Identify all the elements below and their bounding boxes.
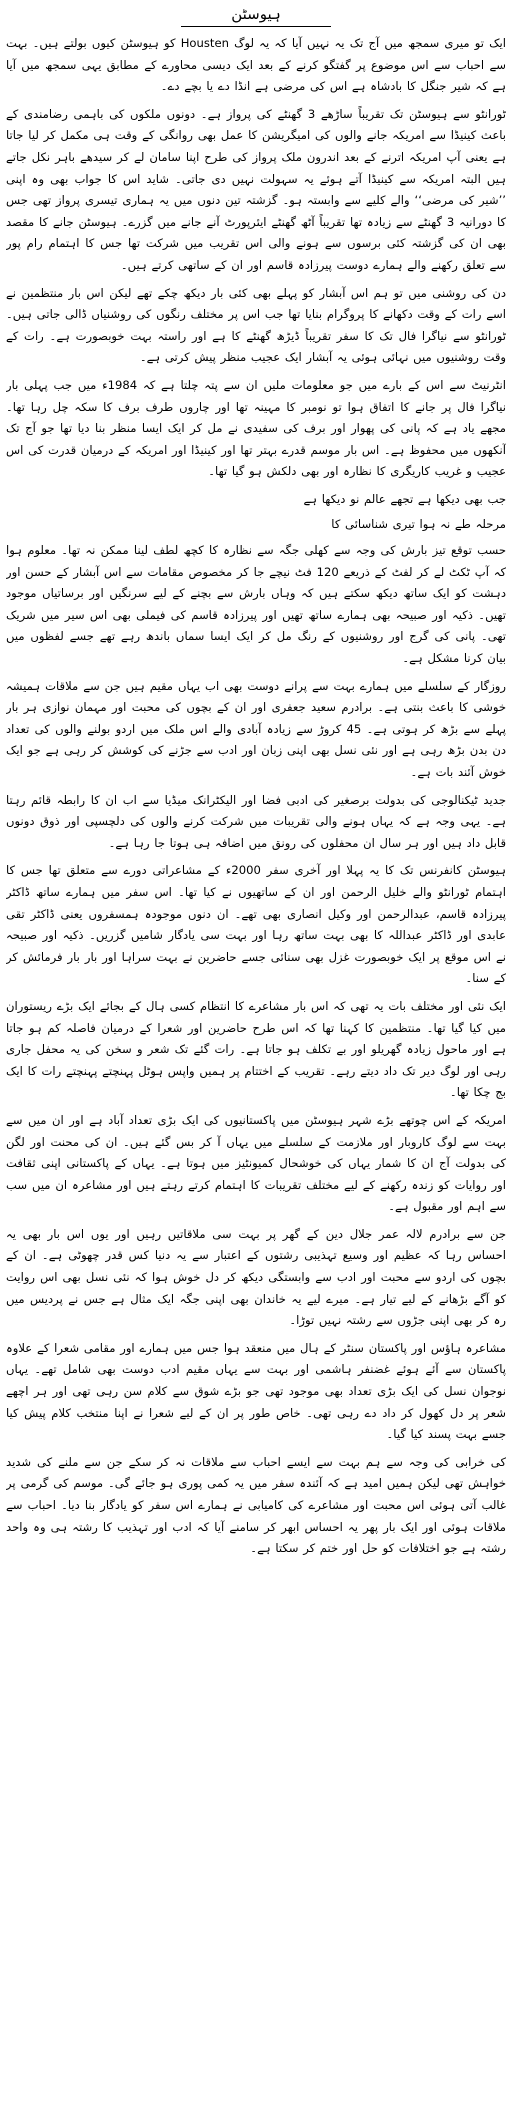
paragraph-5: حسب توقع تیز بارش کی وجہ سے کھلی جگہ سے نظارہ کا کچھ لطف لینا ممکن نہ تھا۔ معلوم ہوا کہ آپ ٹکٹ لے کر لفٹ کے ذریعے 120 فٹ نیچے جا کر مخصوص مقامات سے اس آبشار کے حسن اور دہشت کو ایک ساتھ دیکھ سکتے ہیں کہ وہاں بارش سے بچنے کے لیے سرنگیں اور برساتیاں موجود تھیں۔ ذکیہ اور صبیحہ بھی ہمارے ساتھ تھیں اور پیرزادہ قاسم کی فیملی بھی اس سیر میں شریک تھی۔ پانی کی گرج اور روشنیوں کے رنگ مل کر ایک ایسا سماں باندھ رہے تھے جسے لفظوں میں بیان کرنا مشکل ہے۔ (6, 543, 506, 666)
paragraph-4: انٹرنیٹ سے اس کے بارے میں جو معلومات ملیں ان سے پتہ چلتا ہے کہ 1984ء میں جب پہلی بار نیاگرا فال پر جانے کا اتفاق ہوا تو نومبر کا مہینہ تھا اور چاروں طرف برف کا سکہ چل رہا تھا۔ مجھے یاد ہے کہ پانی کی پھوار اور برف کی سفیدی نے مل کر ایک ایسا منظر بنا دیا تھا جو آج تک آنکھوں میں محفوظ ہے۔ اس بار موسم قدرے بہتر تھا اور کینیڈا اور امریکہ کے درمیان قدرت کی اس عجیب و غریب کاریگری کا نظارہ اور بھی دلکش ہو گیا تھا۔ (6, 377, 506, 479)
paragraph-8: ہیوسٹن کانفرنس تک کا یہ پہلا اور آخری سفر 2000ء کے مشاعراتی دورے سے متعلق تھا جس کا اہتمام ٹورانٹو والے خلیل الرحمن اور ان کے ساتھیوں نے کیا تھا۔ اس سفر میں ہمارے ساتھ ڈاکٹر پیرزادہ قاسم، عبدالرحمن اور وکیل انصاری بھی تھے۔ ان دنوں موجودہ ہمسفروں یعنی ڈاکٹر تقی عابدی اور ڈاکٹر عبداللہ کا بھی بہت ساتھ رہا اور بہت سی یادگار شامیں گزریں۔ ذکیہ اور صبیحہ نے اس موقع پر ایک خوبصورت غزل بھی سنائی جسے حاضرین نے بہت سراہا اور بار بار فرمائش کر کے سنا۔ (6, 863, 506, 986)
paragraph-13: کی خرابی کی وجہ سے ہم بہت سے ایسے احباب سے ملاقات نہ کر سکے جن سے ملنے کی شدید خواہش تھی لیکن ہمیں امید ہے کہ آئندہ سفر میں یہ کمی پوری ہو جائے گی۔ موسم کی گرمی پر غالب آتی ہوئی اس محبت اور مشاعرے کی کامیابی نے ہمارے اس سفر کو یادگار بنا دیا۔ احباب سے ملاقات ہوئی اور ایک بار پھر یہ احساس ابھر کر سامنے آیا کہ ادب اور تہذیب کا رشتہ ہی وہ واحد رشتہ ہے جو اختلافات کو حل اور ختم کر سکتا ہے۔ (6, 1454, 506, 1556)
article-title: ہیوسٹن (231, 5, 281, 23)
paragraph-9: ایک نئی اور مختلف بات یہ تھی کہ اس بار مشاعرے کا انتظام کسی ہال کے بجائے ایک بڑے ریستوران میں کیا گیا تھا۔ منتظمین کا کہنا تھا کہ اس طرح حاضرین اور شعرا کے درمیان فاصلہ کم ہو جاتا ہے اور ماحول زیادہ گھریلو اور بے تکلف ہو جاتا ہے۔ رات گئے تک شعر و سخن کی یہ محفل جاری رہی اور لوگ دیر تک داد دیتے رہے۔ تقریب کے اختتام پر ہمیں واپس ہوٹل پہنچتے پہنچتے رات کا ایک بج چکا تھا۔ (6, 998, 506, 1100)
paragraph-12: مشاعرہ ہاؤس اور پاکستان سنٹر کے ہال میں منعقد ہوا جس میں ہمارے اور مقامی شعرا کے علاوہ پاکستان سے آئے ہوئے غضنفر ہاشمی اور بہت سے یہاں مقیم ادب دوست بھی شامل تھے۔ یہاں نوجوان نسل کی ایک بڑی تعداد بھی موجود تھی جو بڑے شوق سے کلام سن رہی تھی اور ہر اچھے شعر پر دل کھول کر داد دے رہی تھی۔ خاص طور پر ان کے لیے شعرا نے اپنا منتخب کلام پیش کیا جسے بہت پسند کیا گیا۔ (6, 1340, 506, 1442)
article (6, 0, 506, 2102)
paragraph-10: امریکہ کے اس چوتھے بڑے شہر ہیوسٹن میں پاکستانیوں کی ایک بڑی تعداد آباد ہے اور ان میں سے بہت سے لوگ کاروبار اور ملازمت کے سلسلے میں یہاں آ کر بس گئے ہیں۔ ان کی محنت اور لگن کی بدولت آج ان کا شمار یہاں کی خوشحال کمیونٹیز میں ہوتا ہے۔ یہاں کے پاکستانی اپنی ثقافت اور روایات کو زندہ رکھنے کے لیے مختلف تقریبات کا اہتمام کرتے رہتے ہیں اور مشاعرہ ان میں سب سے اہم اور مقبول ہے۔ (6, 1112, 506, 1214)
paragraph-3: دن کی روشنی میں تو ہم اس آبشار کو پہلے بھی کئی بار دیکھ چکے تھے لیکن اس بار منتظمین نے اسے رات کے وقت دکھانے کا پروگرام بنایا تھا جب اس پر مختلف رنگوں کی روشنیاں ڈالی جاتی ہیں۔ ٹورانٹو سے نیاگرا فال تک کا سفر تقریباً ڈیڑھ گھنٹے کا ہے اور راستہ بہت خوبصورت ہے۔ رات کے وقت روشنیوں میں نہائی ہوئی یہ آبشار ایک عجیب منظر پیش کرتی ہے۔ (6, 285, 506, 365)
verse-line-1: جب بھی دیکھا ہے تجھے عالم نو دیکھا ہے (303, 491, 506, 506)
paragraph-7: جدید ٹیکنالوجی کی بدولت برصغیر کی ادبی فضا اور الیکٹرانک میڈیا سے اب ان کا رابطہ قائم رہتا ہے۔ یہی وجہ ہے کہ یہاں ہونے والی تقریبات میں شرکت کرنے والوں کی دلچسپی اور ذوق دونوں قابل داد ہیں اور ہر سال ان محفلوں کی رونق میں اضافہ ہی ہوتا جا رہا ہے۔ (6, 792, 506, 850)
verse-line-2: مرحلہ طے نہ ہوا تیری شناسائی کا (331, 517, 506, 532)
paragraph-2: ٹورانٹو سے ہیوسٹن تک تقریباً ساڑھے 3 گھنٹے کی پرواز ہے۔ دونوں ملکوں کی باہمی رضامندی کے باعث کینیڈا سے امریکہ جانے والوں کی امیگریشن کا عمل بھی روانگی کے وقت ہی مکمل کر لیا جاتا ہے یعنی آپ امریکہ اترنے کے بعد اندرون ملک پرواز کی طرح اپنا سامان لے کر سیدھے باہر نکل جاتے ہیں البتہ امریکہ سے کینیڈا آتے ہوئے یہ سہولت نہیں دی جاتی۔ شاید اس کا جواب بھی وہ اپنی ’’شیر کی مرضی‘‘ والے کلیے سے وابستہ ہو۔ گزشتہ تین دنوں میں یہ ہماری تیسری پرواز تھی جس کا دورانیہ 3 گھنٹے سے زیادہ تھا تقریباً آٹھ گھنٹے ایئرپورٹ آنے جانے میں گزرے۔ ہیوسٹن جانے کا مقصد بھی ان کی گزشتہ کئی برسوں سے ہونے والی اس تقریب میں شرکت تھا جس کا اہتمام رام پور سے تعلق رکھنے والے ہمارے دوست پیرزادہ قاسم اور ان کے ساتھی کرتے ہیں۔ (6, 106, 506, 272)
paragraph-11: جن سے برادرم لالہ عمر جلال دین کے گھر پر بہت سی ملاقاتیں رہیں اور یوں اس بار بھی یہ احساس رہا کہ عظیم اور وسیع تہذیبی رشتوں کے اعتبار سے یہ دنیا کس قدر چھوٹی ہے۔ ان کے بچوں کی اردو سے محبت اور ادب سے وابستگی دیکھ کر دل خوش ہوا کہ نئی نسل بھی اس روایت کو آگے بڑھانے کے لیے تیار ہے۔ میرے لیے یہ خاندان بھی اپنی جگہ ایک مثال ہے جس نے پردیس میں رہ کر بھی اپنی جڑوں سے رشتہ نہیں توڑا۔ (6, 1226, 506, 1328)
title-underline (181, 26, 331, 27)
paragraph-1: ایک تو میری سمجھ میں آج تک یہ نہیں آیا کہ یہ لوگ Housten کو ہیوسٹن کیوں بولتے ہیں۔ بہت سے احباب سے اس موضوع پر گفتگو کرنے کے بعد ایک دیسی محاورے کے مطابق یہی سمجھ میں آیا ہے کہ شیر جنگل کا بادشاہ ہے اس کی مرضی ہے انڈا دے یا بچے دے۔ (6, 36, 506, 94)
paragraph-6: روزگار کے سلسلے میں ہمارے بہت سے پرانے دوست بھی اب یہاں مقیم ہیں جن سے ملاقات ہمیشہ خوشی کا باعث بنتی ہے۔ برادرم سعید جعفری اور ان کے بچوں کی محبت اور مہمان نوازی ہر بار پہلے سے بڑھ کر ہوتی ہے۔ 45 کروڑ سے زیادہ آبادی والے اس ملک میں اردو بولنے والوں کی تعداد دن بدن بڑھ رہی ہے اور نئی نسل بھی اپنی زبان اور ادب سے جڑنے کی کوشش کر رہی ہے جو ایک خوش آئند بات ہے۔ (6, 678, 506, 779)
